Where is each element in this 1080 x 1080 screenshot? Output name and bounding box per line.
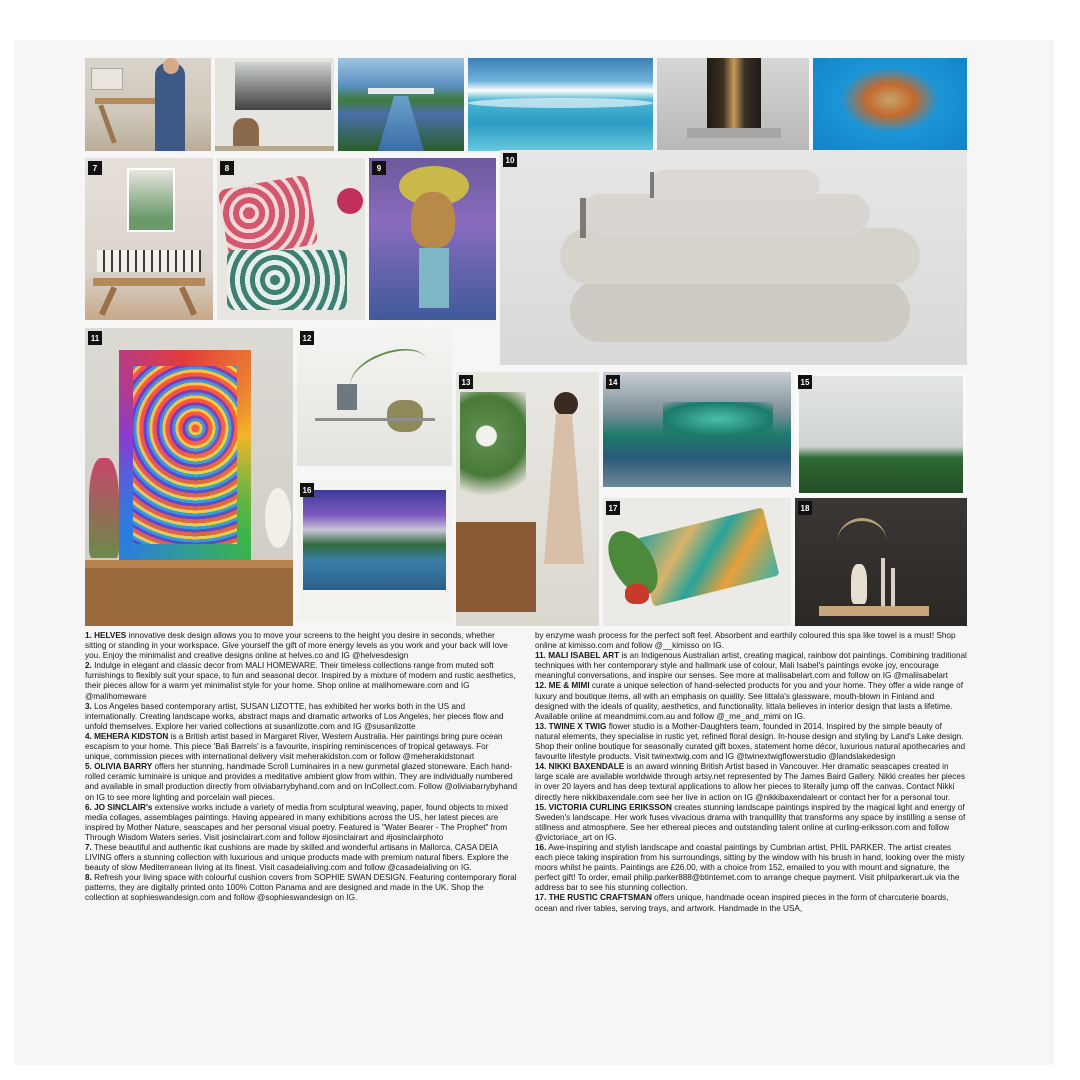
entry-3: 3. Los Angeles based contemporary artist, SUSAN LIZOTTE, has exhibited her works both in the US and internationally. Creating landscape works, abstract maps and dramatic artworks of Los Angeles, her pieces flow and unfold themselves. Explore her varied collections at susanlizotte.com and IG @susanlizotte bbox=[85, 701, 504, 731]
photo-canal-painting bbox=[338, 58, 464, 151]
photo-dot-painting bbox=[85, 328, 293, 626]
badge-10: 10 bbox=[503, 153, 517, 167]
photo-ceramic-luminaire bbox=[657, 58, 809, 151]
photo-glassware bbox=[297, 328, 452, 466]
article-text-left bbox=[85, 631, 517, 1029]
badge-11: 11 bbox=[88, 331, 102, 345]
entry-2: 2. Indulge in elegant and classic decor from MALI HOMEWARE. Their timeless collections range from muted soft furnishings to flexibly suit your space, to fun and seasonal decor. Inspired by a mixture of modern and rustic aesthetics, their pieces allow for a warm yet minimalist style for your home. Shop online at malihomeware.com and IG @malihomeware bbox=[85, 661, 516, 701]
badge-15: 15 bbox=[798, 375, 812, 389]
entry-4: 4. MEHERA KIDSTON is a British artist based in Margaret River, Western Australia. Her paintings bring pure ocean escapism to your home. This piece 'Bali Barrels' is a favourite, inspiring reminiscences of tropical getaways. For unique, commission pieces with international delivery visit meherakidston.com or follow @meherakidstonart bbox=[85, 731, 503, 762]
entry-11: 11. MALI ISABEL ART is an Indigenous Australian artist, creating magical, rainbow dot paintings. Combining traditional techniques with her contemporary style and hallmark use of colour, Mali Isabel's paintings evoke joy, encourage meaningful conversations, and inspire our senses. See more at maliisabelart.com and follow on IG @maliisabelart bbox=[535, 651, 967, 681]
entry-17: 17. THE RUSTIC CRAFTSMAN offers unique, handmade ocean inspired pieces in the form of charcuterie boards, ocean and river tables, serving trays, and artwork. Handmade in the USA, bbox=[535, 893, 949, 913]
entry-5: 5. OLIVIA BARRY offers her stunning, handmade Scroll Luminaires in a new gunmetal glazed stoneware. Each hand-rolled ceramic luminaire is unique and provides a meditative ambient glow from within. They are individually numbered and available in small production directly from oliviabarrybyhand.com and on InCollect.com. Follow @oliviabarrybyhand on IG to see more lighting and porcelain wall pieces. bbox=[85, 762, 517, 802]
photo-charcuterie-board bbox=[603, 498, 791, 626]
photo-seascape-wave bbox=[603, 372, 791, 487]
badge-17: 17 bbox=[606, 501, 620, 515]
photo-landscape-vase bbox=[215, 58, 334, 151]
photo-florist-woman bbox=[456, 372, 599, 626]
entry-14: 14. NIKKI BAXENDALE is an award winning British Artist based in Vancouver. Her dramatic seascapes created in large scale are available worldwide through artsy.net represented by The James Baird Gallery. Nikki creates her pieces in over 20 layers and has deep textural applications to allow her pieces to literally jump off the canvas. Contact Nikki directly here nikkibaxendale.com see her live in action on IG @nikkibaxendaleart or contact her for a personal tour. bbox=[535, 762, 966, 802]
badge-9: 9 bbox=[372, 161, 386, 175]
article-text-right bbox=[535, 631, 967, 1029]
entry-10-continued: by enzyme wash process for the perfect soft feel. Absorbent and earthily coloured this spa like towel is a must! Shop online at kimisso.com and follow @__kimisso on IG. bbox=[535, 631, 956, 651]
magazine-page bbox=[14, 40, 1054, 1065]
entry-16: 16. Awe-inspiring and stylish landscape and coastal paintings by Cumbrian artist, PHIL PARKER. The artist creates each piece taking inspiration from his surroundings, sitting by the window with his brush in hand, looking over the misty moors whilst he paints. Paintings are £26.00, with a choice from 152, emailed to you with mount and signature, the perfect gift! To order, email philip.parker888@btinternet.com to arrange cheque payment. Visit philparkerart.uk via the address bar to see his stunning collection. bbox=[535, 842, 965, 893]
entry-1: 1. HELVES innovative desk design allows you to move your screens to the height you desire in seconds, whether sitting or standing in your workspace. Give yourself the gift of more energy levels as you work and your back will love you. Enjoy the minimalist and creative designs online at helves.co and IG @helvesdesign bbox=[85, 631, 508, 661]
badge-16: 16 bbox=[300, 483, 314, 497]
badge-8: 8 bbox=[220, 161, 234, 175]
badge-18: 18 bbox=[798, 501, 812, 515]
entry-12: 12. ME & MIMI curate a unique selection of hand-selected products for you and your home. They offer a wide range of luxury and boutique items, all with an emphasis on quality. See Iittala's glassware, mouth-blown in Finland and designed with the ideals of quality, aesthetics, and functionality. Iittala believes in interior design that lasts a lifetime. Available online at meandmimi.com.au and follow @_me_and_mimi on IG. bbox=[535, 681, 963, 721]
photo-desk-woman bbox=[85, 58, 211, 151]
badge-13: 13 bbox=[459, 375, 473, 389]
entry-8: 8. Refresh your living space with colourful cushion covers from SOPHIE SWAN DESIGN. Featuring contemporary floral patterns, they are digitally printed onto 100% Cotton Panama and are designed and made in the UK. Shop the collection at sophieswandesign.com and follow @sophieswandesign on IG. bbox=[85, 873, 517, 903]
photo-coastal-painting bbox=[297, 480, 452, 622]
photo-dried-flowers bbox=[795, 498, 967, 626]
entry-15: 15. VICTORIA CURLING ERIKSSON creates stunning landscape paintings inspired by the magical light and energy of Sweden's landscape. Her work fuses vivacious drama with tranquillity that transforms any space by instilling a sense of stillness and atmosphere. See her ethereal pieces and outstanding talent online at curling-eriksson.com and follow @victoriace_art on IG. bbox=[535, 802, 966, 842]
photo-ocean-wave bbox=[468, 58, 653, 151]
photo-water-bearer-art bbox=[813, 58, 967, 151]
entry-6: 6. JO SINCLAIR's extensive works include a variety of media from sculptural weaving, paper, found objects to mixed media collages, assemblages paintings. Having appeared in many exhibitions across the US, her latest pieces are inspired by Mother Nature, seascapes and her personal visual poetry. Featured is "Water Bearer - The Prophet" from Through Wisdom Waters series. Visit josinclairart.com and follow #josinclairart and #josinclairphoto bbox=[85, 802, 508, 842]
photo-towels bbox=[500, 150, 967, 365]
photo-face-painting bbox=[369, 158, 496, 320]
badge-12: 12 bbox=[300, 331, 314, 345]
photo-swedish-landscape bbox=[795, 372, 967, 497]
photo-ikat-cushions bbox=[85, 158, 213, 320]
badge-7: 7 bbox=[88, 161, 102, 175]
photo-floral-cushions bbox=[217, 158, 365, 320]
entry-7: 7. These beautiful and authentic ikat cushions are made by skilled and wonderful artisans in Mallorca. CASA DEIA LIVING offers a stunning collection with luxurious and unique products made with premium natural fibers. Explore the beauty of slow Mediterranean living at its finest. Visit casadeialiving.com and follow @casadeialiving on IG. bbox=[85, 842, 509, 873]
badge-14: 14 bbox=[606, 375, 620, 389]
entry-13: 13. TWINE X TWIG flower studio is a Mother-Daughters team, founded in 2014. Inspired by the simple beauty of natural elements, they specialise in rustic yet, refined floral design. In-house design and styling by Land's Lake design. Shop their online boutique for seasonally curated gift boxes, statement home décor, luxurious natural apothecaries and favourite lifestyle products. Visit twinextwig.com and IG @twinextwigflowerstudio @landslakedesign bbox=[535, 721, 966, 762]
